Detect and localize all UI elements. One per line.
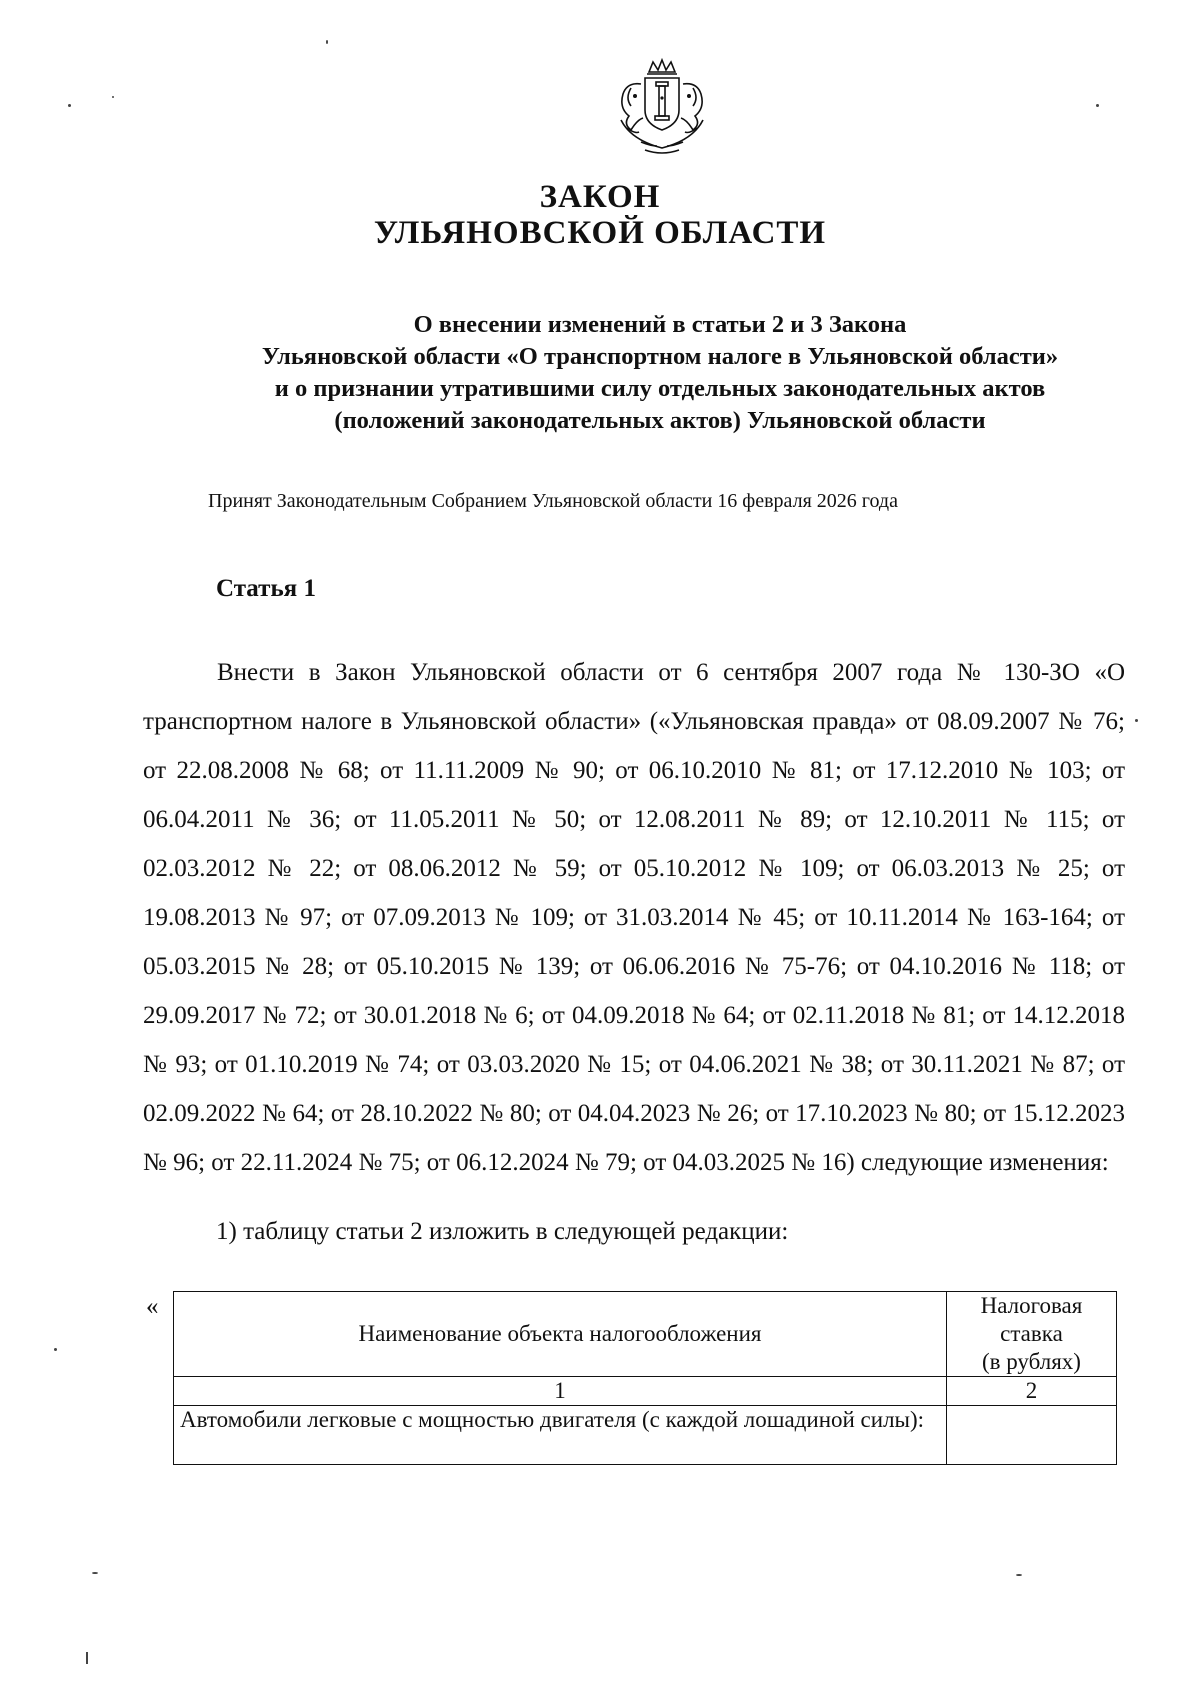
law-heading-line-4: (положений законодательных актов) Ульяновской области — [334, 407, 986, 434]
article-body: Внести в Закон Ульяновской области от 6 сентября 2007 года № 130-ЗО «О транспортном налоге в Ульяновской области» («Ульяновская правда» от 08.09.2007 № 76; от 22.08.2008 № 68; от 11.11.2009 № 90; от 06.10.2010 № 81; от 17.12.2010 № 103; от 06.04.2011 № 36; от 11.05.2011 № 50; от 12.08.2011 № 89; от 12.10.2011 № 115; от 02.03.2012 № 22; от 08.06.2012 № 59; от 05.10.2012 № 109; от 06.03.2013 № 25; от 19.08.2013 № 97; от 07.09.2013 № 109; от 31.03.2014 № 45; от 10.11.2014 № 163-164; от 05.03.2015 № 28; от 05.10.2015 № 139; от 06.06.2016 № 75-76; от 04.10.2016 № 118; от 29.09.2017 № 72; от 30.01.2018 № 6; от 04.09.2018 № 64; от 02.11.2018 № 81; от 14.12.2018 № 93; от 01.10.2019 № 74; от 03.03.2020 № 15; от 04.06.2021 № 38; от 30.11.2021 № 87; от 02.09.2022 № 64; от 28.10.2022 № 80; от 04.04.2023 № 26; от 17.10.2023 № 80; от 15.12.2023 № 96; от 22.11.2024 № 75; от 06.12.2024 № 79; от 04.03.2025 № 16) следующие изменения: — [143, 659, 1125, 1176]
scan-speck — [1016, 1574, 1022, 1576]
law-heading-line-3: и о признании утратившими силу отдельных законодательных актов — [274, 375, 1046, 402]
header-object-name: Наименование объекта налогообложения — [174, 1292, 947, 1377]
scan-speck — [326, 40, 328, 44]
opening-quote: « — [146, 1293, 159, 1320]
coat-of-arms-emblem — [601, 58, 723, 158]
header-tax-rate-line-2: ставка — [1000, 1321, 1063, 1346]
law-heading-line-1: О внесении изменений в статьи 2 и 3 Закона — [413, 311, 907, 338]
law-title-line-1: ЗАКОН — [539, 179, 661, 215]
header-tax-rate-line-1: Налоговая — [980, 1293, 1083, 1318]
table-column-numbers-row — [174, 1377, 1117, 1406]
scan-speck — [54, 1348, 57, 1351]
header-tax-rate-line-3: (в рублях) — [981, 1349, 1081, 1374]
scan-speck — [1096, 104, 1099, 107]
tax-rate-table — [173, 1291, 1117, 1465]
column-number-2: 2 — [946, 1377, 1116, 1406]
scan-speck — [92, 1572, 98, 1574]
table-row — [174, 1406, 1117, 1465]
scan-speck — [68, 104, 71, 107]
scan-speck — [112, 96, 114, 98]
row-tax-rate — [946, 1406, 1116, 1465]
law-title-line-2: УЛЬЯНОВСКОЙ ОБЛАСТИ — [373, 215, 827, 251]
header-tax-rate — [946, 1292, 1116, 1377]
adoption-note: Принят Законодательным Собранием Ульяновской области 16 февраля 2026 года — [208, 490, 898, 512]
column-number-1: 1 — [174, 1377, 947, 1406]
scan-speck — [86, 1652, 88, 1664]
table-header-row — [174, 1292, 1117, 1377]
amendment-item-1: 1) таблицу статьи 2 изложить в следующей редакции: — [216, 1218, 789, 1245]
article-title: Статья 1 — [216, 575, 316, 602]
scan-speck — [1135, 719, 1138, 722]
law-heading-line-2: Ульяновской области «О транспортном налоге в Ульяновской области» — [261, 343, 1059, 370]
row-object-name: Автомобили легковые с мощностью двигателя (с каждой лошадиной силы): — [174, 1406, 947, 1465]
